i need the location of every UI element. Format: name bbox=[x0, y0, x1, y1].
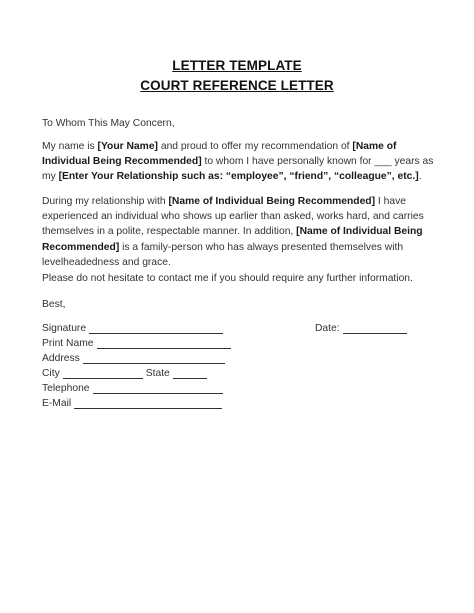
p2-text-2: I have experienced an individual who shows up earlier than asked, works hard, and carries themselves in a polite, respectable manner. In addition, bbox=[42, 196, 424, 238]
signature-field bbox=[42, 323, 223, 334]
p1-individual-placeholder: [Name of Individual Being Recommended] bbox=[42, 141, 397, 168]
template-title: LETTER TEMPLATE bbox=[172, 58, 302, 73]
p1-relationship-placeholder: [Enter Your Relationship such as: “employee”, “friend”, “colleague”, etc.] bbox=[58, 171, 419, 183]
p2-individual-placeholder-2: [Name of Individual Being Recommended] bbox=[42, 226, 423, 253]
p1-text-3: to whom I have personally known for ___ years as my bbox=[42, 156, 434, 183]
state-label: State bbox=[145, 368, 170, 379]
email-field bbox=[42, 398, 222, 409]
p1-text-4: . bbox=[418, 171, 422, 183]
p2-text-1: During my relationship with bbox=[42, 196, 169, 207]
signature-line[interactable] bbox=[89, 324, 223, 334]
print-name-line[interactable] bbox=[97, 339, 231, 349]
salutation: To Whom This May Concern, bbox=[42, 118, 175, 129]
print-name-label: Print Name bbox=[42, 338, 94, 349]
email-line[interactable] bbox=[74, 399, 222, 409]
date-label: Date: bbox=[315, 323, 340, 334]
p2-text-3: is a family-person who has always presented themselves with levelheadedness and grace. bbox=[42, 241, 404, 268]
address-field bbox=[42, 353, 225, 364]
telephone-field bbox=[42, 383, 223, 394]
address-line[interactable] bbox=[83, 354, 225, 364]
telephone-label: Telephone bbox=[42, 383, 90, 394]
paragraph-introduction bbox=[42, 139, 442, 185]
telephone-line[interactable] bbox=[93, 384, 223, 394]
p1-text-1: My name is bbox=[42, 141, 98, 152]
city-state-field bbox=[42, 368, 207, 379]
city-label: City bbox=[42, 368, 60, 379]
state-line[interactable] bbox=[173, 369, 207, 379]
letter-title: COURT REFERENCE LETTER bbox=[140, 78, 334, 93]
signature-label: Signature bbox=[42, 323, 87, 334]
print-name-field bbox=[42, 338, 231, 349]
address-label: Address bbox=[42, 353, 80, 364]
date-field bbox=[315, 323, 407, 334]
email-label: E-Mail bbox=[42, 398, 72, 409]
p2-individual-placeholder-1: [Name of Individual Being Recommended] bbox=[168, 196, 376, 207]
date-line[interactable] bbox=[343, 324, 407, 334]
p1-text-2: and proud to offer my recommendation of bbox=[157, 141, 353, 152]
closing: Best, bbox=[42, 299, 66, 310]
p1-your-name-placeholder: [Your Name] bbox=[97, 141, 158, 152]
paragraph-contact: Please do not hesitate to contact me if you should require any further information. bbox=[42, 273, 413, 284]
city-line[interactable] bbox=[63, 369, 143, 379]
paragraph-character bbox=[42, 194, 442, 270]
